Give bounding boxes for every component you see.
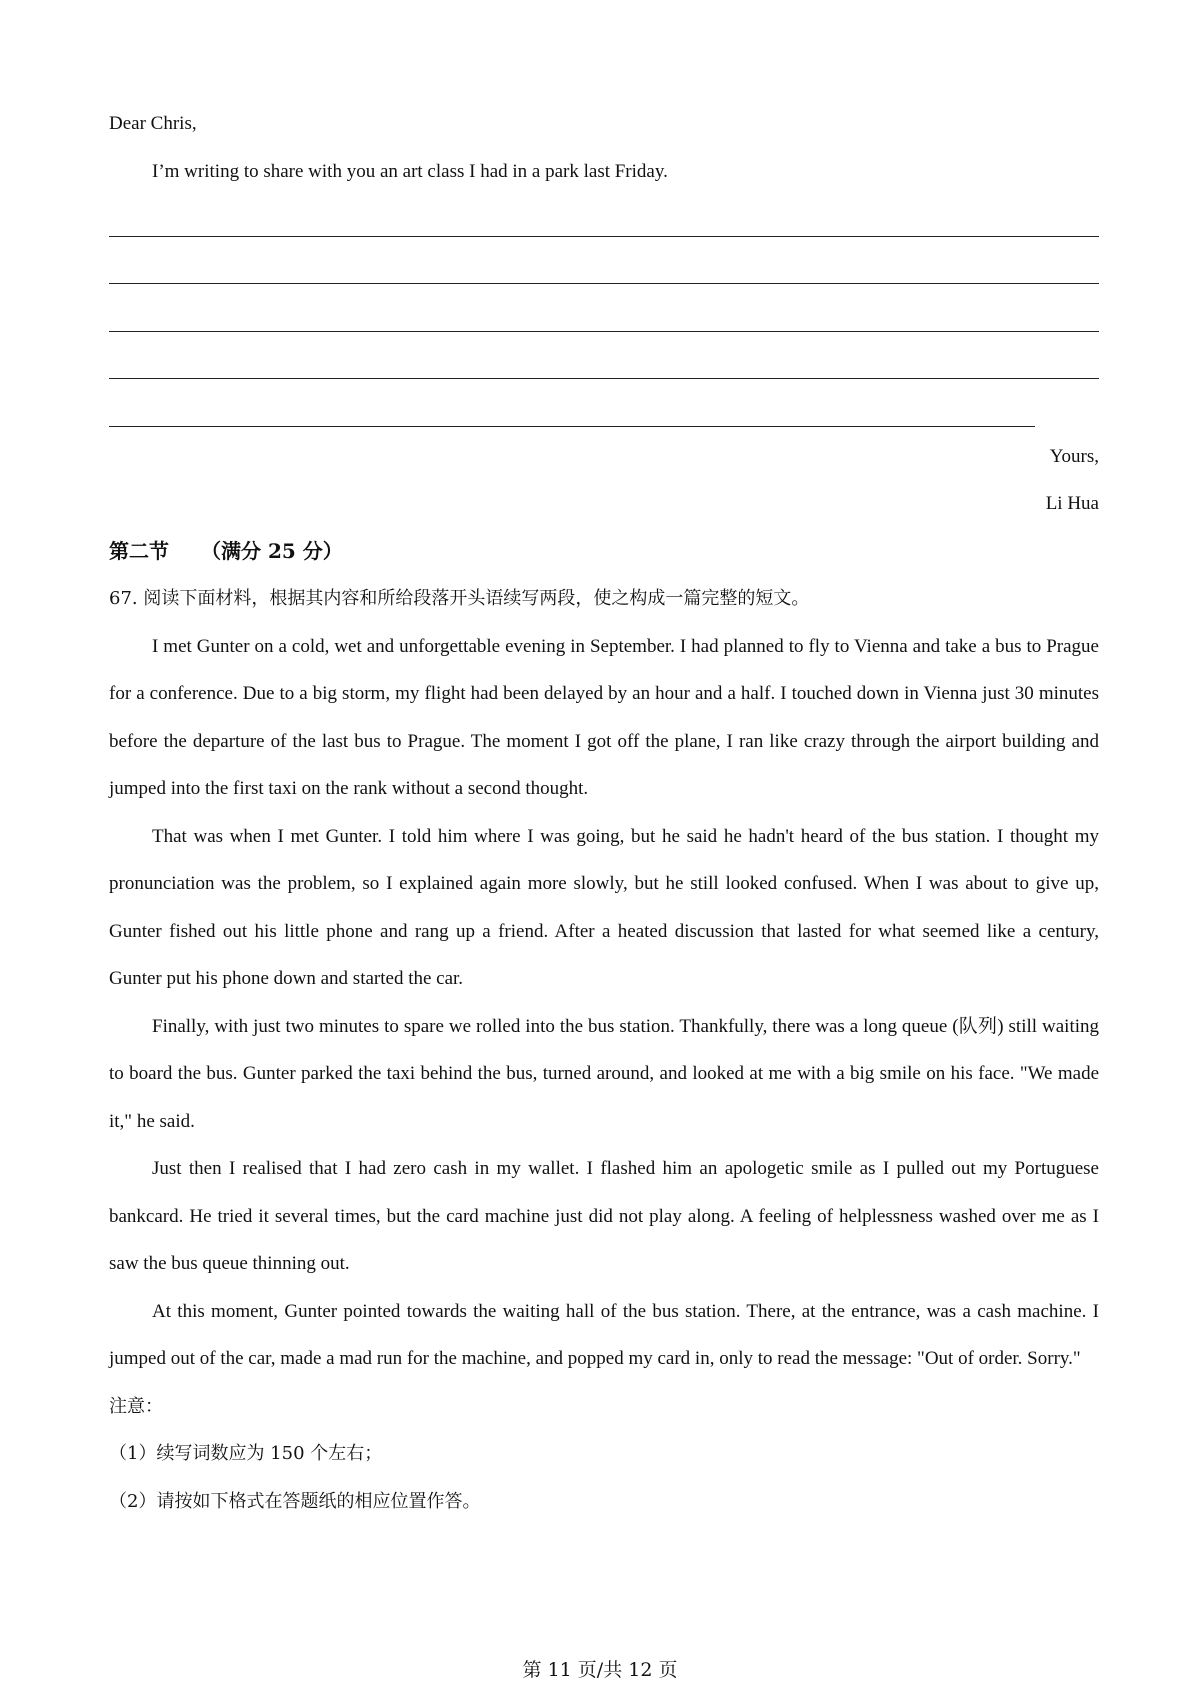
letter-signature: Li Hua <box>1045 493 1099 514</box>
notes-heading: 注意： <box>109 1395 163 1417</box>
note-item: （2）请按如下格式在答题纸的相应位置作答。 <box>109 1490 481 1512</box>
page-footer: 第 11 页/共 12 页 <box>522 1659 678 1681</box>
exam-page <box>109 100 1099 1525</box>
question-instruction: 67. 阅读下面材料，根据其内容和所给段落开头语续写两段，使之构成一篇完整的短文。 <box>109 588 810 609</box>
answer-line[interactable] <box>109 290 1099 338</box>
story-paragraph: I met Gunter on a cold, wet and unforgettable evening in September. I had planned to fly to Vienna and take a bus to Prague for a conference. Due to a big storm, my flight had been delayed by an hour and a half. I touched down in Vienna just 30 minutes before the departure of the last bus to Prague. The moment I got off the plane, I ran like crazy through the airport building and jumped into the first taxi on the rank without a second thought. <box>109 635 1099 799</box>
answer-line[interactable] <box>109 195 1099 243</box>
section-score: （满分 25 分） <box>201 538 343 563</box>
section-heading <box>109 528 1099 576</box>
letter-opening: I’m writing to share with you an art class I had in a park last Friday. <box>152 160 668 182</box>
letter-closing: Yours, <box>1049 445 1099 467</box>
story-paragraph: Just then I realised that I had zero cash in my wallet. I flashed him an apologetic smile as I pulled out my Portuguese bankcard. He tried it several times, but the card machine just did not play along. A feeling of helplessness washed over me as I saw the bus queue thinning out. <box>109 1158 1099 1274</box>
story-paragraph: At this moment, Gunter pointed towards the waiting hall of the bus station. There, at the entrance, was a cash machine. I jumped out of the car, made a mad run for the machine, and popped my card in, only to read the message: "Out of order. Sorry." <box>109 1300 1099 1369</box>
answer-line[interactable] <box>109 338 1099 386</box>
answer-line[interactable] <box>109 385 1099 433</box>
section-title: 第二节 <box>109 538 169 563</box>
letter-salutation: Dear Chris, <box>109 113 197 134</box>
note-item: （1）续写词数应为 150 个左右； <box>109 1443 383 1464</box>
story-paragraph: That was when I met Gunter. I told him where I was going, but he said he hadn't heard of the bus station. I thought my pronunciation was the problem, so I explained again more slowly, but he still looked confused. When I was about to give up, Gunter fished out his little phone and rang up a friend. After a heated discussion that lasted for what seemed like a century, Gunter put his phone down and started the car. <box>109 825 1099 989</box>
story-paragraph: Finally, with just two minutes to spare we rolled into the bus station. Thankfully, there was a long queue (队列) still waiting to board the bus. Gunter parked the taxi behind the bus, turned around, and looked at me with a big smile on his face. "We made it," he said. <box>109 1015 1099 1132</box>
answer-line[interactable] <box>109 243 1099 291</box>
